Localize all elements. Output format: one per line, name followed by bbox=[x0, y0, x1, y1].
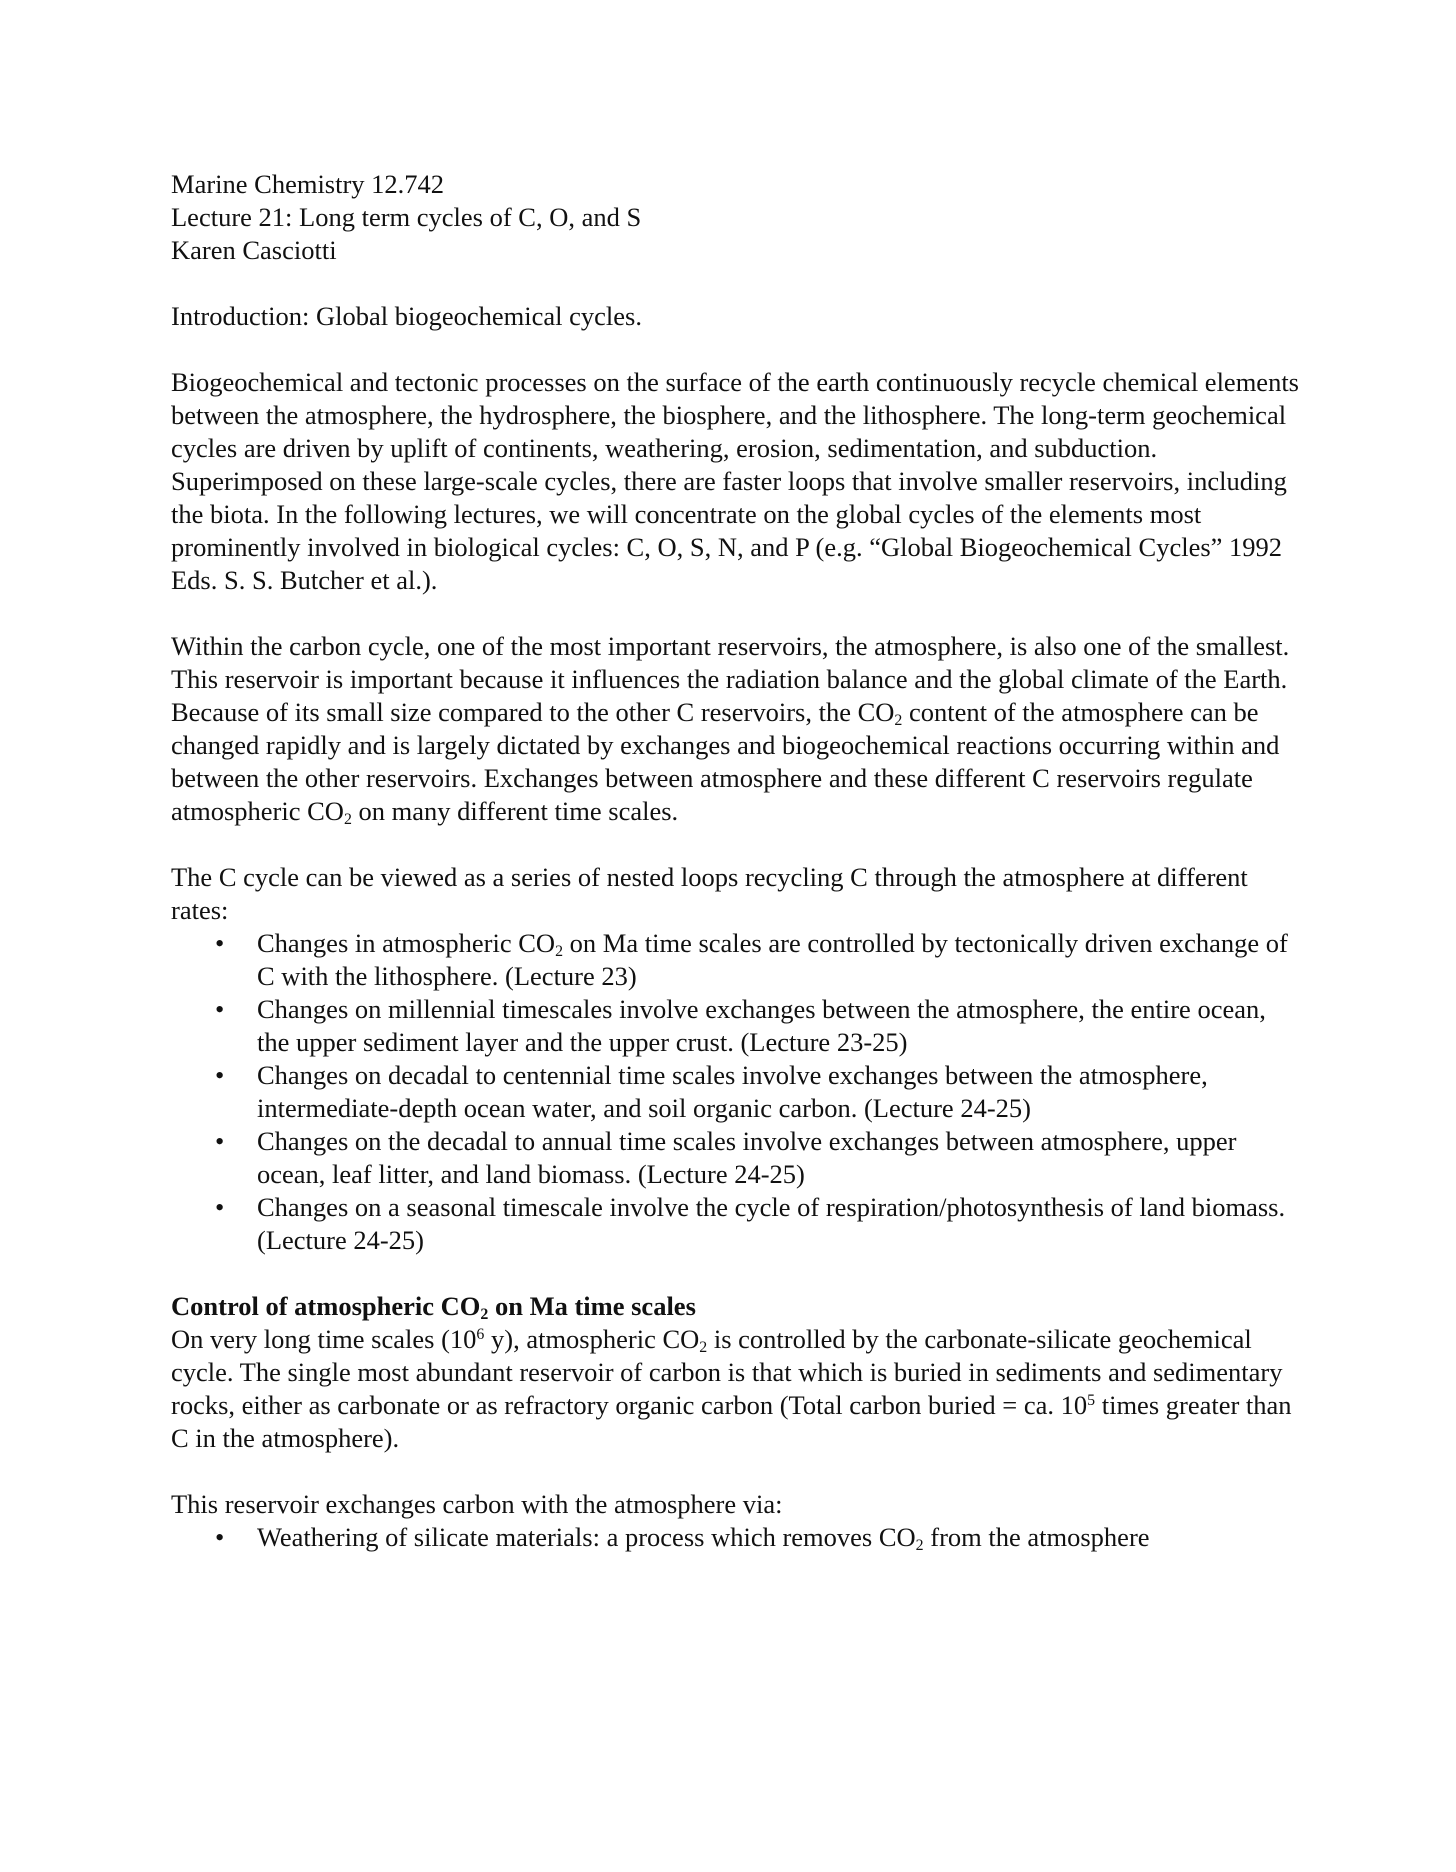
timescale-list bbox=[171, 927, 1301, 1257]
bullet-icon: • bbox=[215, 1126, 225, 1156]
paragraph-intro: Biogeochemical and tectonic processes on the surface of the earth continuously recycle chemical elements between the atmosphere, the hydrosphere, the biosphere, and the lithosphere. The long-term geochemical cycles are driven by uplift of continents, weathering, erosion, sedimentation, and subduction. Superimposed on these large-scale cycles, there are faster loops that involve smaller reservoirs, including the biota. In the following lectures, we will concentrate on the global cycles of the elements most prominently involved in biological cycles: C, O, S, N, and P (e.g. “Global Biogeochemical Cycles” 1992 Eds. S. S. Butcher et al.). bbox=[171, 367, 1299, 595]
bullet-icon: • bbox=[215, 1192, 225, 1222]
course-title: Marine Chemistry 12.742 bbox=[171, 169, 445, 199]
section-heading: Control of atmospheric $CO_2$ on Ma time scales bbox=[171, 1291, 696, 1323]
paragraph-carbon-cycle: Within the carbon cycle, one of the most important reservoirs, the atmosphere, is also one of the smallest. This reservoir is important because it influences the radiation balance and the global climate of the Earth. Because of its small size compared to the other C reservoirs, the $CO_2$ content of the atmosphere can be changed rapidly and is largely dictated by exchanges and biogeochemical reactions occurring within and between the other reservoirs. Exchanges between atmosphere and these different C reservoirs regulate atmospheric $CO_2$ on many different time scales. bbox=[171, 631, 1290, 828]
list-item: • Changes on millennial timescales involve exchanges between the atmosphere, the entire ocean, the upper sediment layer and the upper crust. (Lecture 23-25) bbox=[215, 994, 1266, 1057]
list-item: • Changes in atmospheric $CO_2$ on Ma time scales are controlled by tectonically driven exchange of C with the lithosphere. (Lecture 23) bbox=[215, 928, 1288, 991]
paragraph-ma-timescales: On very long time scales ($10^6$ y), atmospheric $CO_2$ is controlled by the carbonate-silicate geochemical cycle. The single most abundant reservoir of carbon is that which is buried in sediments and sedimentary rocks, either as carbonate or as refractory organic carbon (Total carbon buried = ca. $10^5$ times greater than C in the atmosphere). bbox=[171, 1324, 1292, 1453]
intro-heading: Introduction: Global biogeochemical cycles. bbox=[171, 301, 642, 331]
list-item: • Changes on decadal to centennial time scales involve exchanges between the atmosphere, intermediate-depth ocean water, and soil organic carbon. (Lecture 24-25) bbox=[215, 1060, 1208, 1123]
list-item: • Weathering of silicate materials: a process which removes $CO_2$ from the atmosphere bbox=[215, 1522, 1150, 1554]
bullet-icon: • bbox=[215, 1060, 225, 1090]
bullet-icon: • bbox=[215, 994, 225, 1024]
paragraph-exchanges: This reservoir exchanges carbon with the atmosphere via: bbox=[171, 1489, 783, 1519]
lecture-title: Lecture 21: Long term cycles of C, O, and S bbox=[171, 202, 642, 232]
document-page bbox=[171, 168, 1301, 1587]
list-item: • Changes on the decadal to annual time scales involve exchanges between atmosphere, upper ocean, leaf litter, and land biomass. (Lecture 24-25) bbox=[215, 1126, 1237, 1189]
bullet-icon: • bbox=[215, 1522, 225, 1552]
paragraph-nested-loops: The C cycle can be viewed as a series of nested loops recycling C through the atmosphere at different rates: bbox=[171, 862, 1248, 925]
exchange-list bbox=[171, 1521, 1301, 1554]
author-name: Karen Casciotti bbox=[171, 235, 337, 265]
bullet-icon: • bbox=[215, 928, 225, 958]
list-item: • Changes on a seasonal timescale involve the cycle of respiration/photosynthesis of land biomass. (Lecture 24-25) bbox=[215, 1192, 1286, 1255]
